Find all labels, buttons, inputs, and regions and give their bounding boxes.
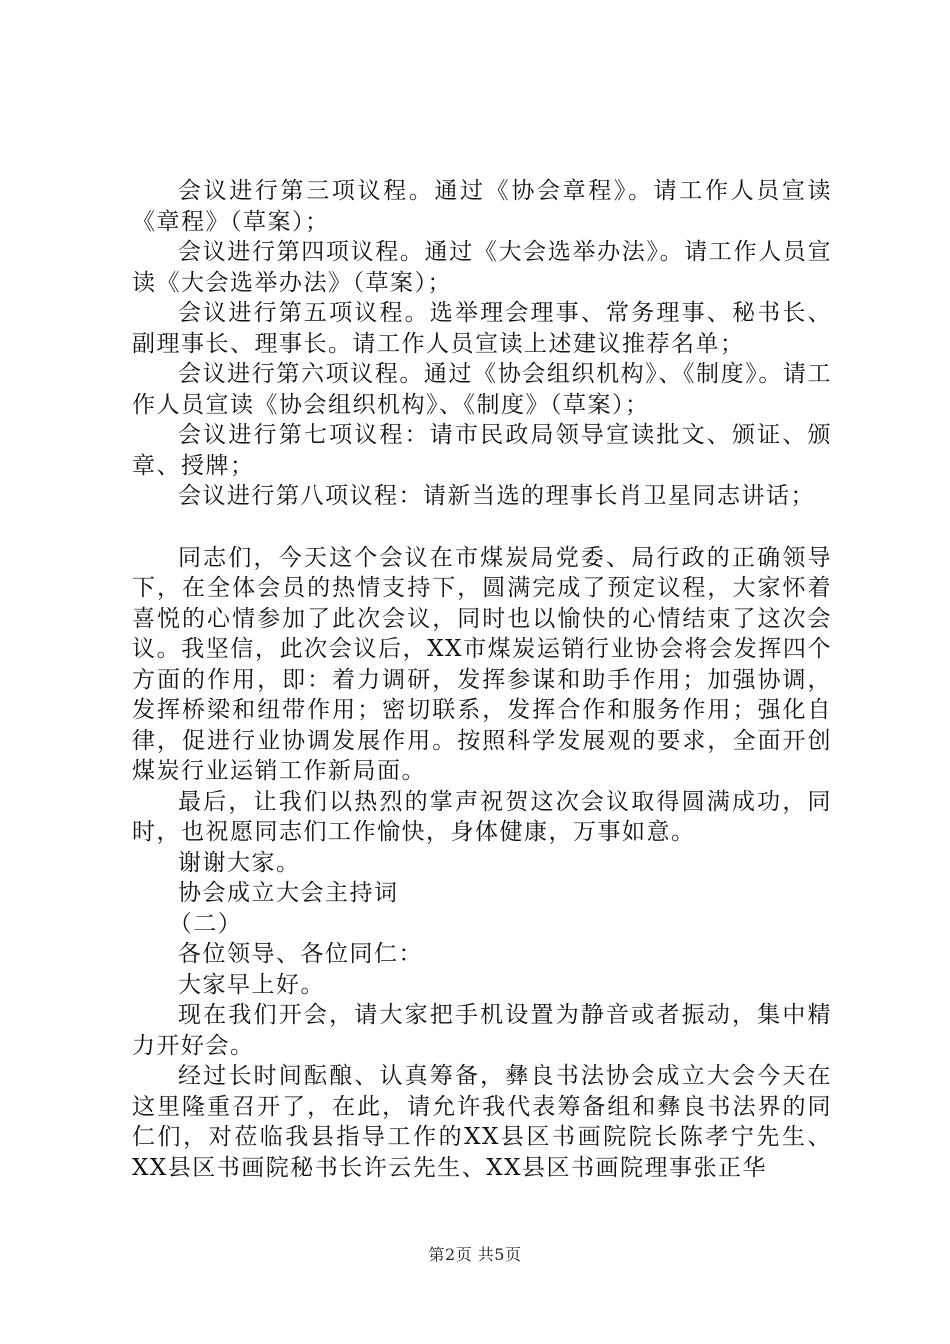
paragraph-agenda-4: 会议进行第四项议程。通过《大会选举办法》。请工作人员宣读《大会选举办法》（草案）； [132, 239, 832, 296]
section-number: （二） [168, 910, 243, 937]
paragraph-closing-wishes: 最后，让我们以热烈的掌声祝贺这次会议取得圆满成功，同时，也祝愿同志们工作愉快，身体健康，万事如意。 [132, 788, 832, 845]
paragraph-agenda-3: 会议进行第三项议程。通过《协会章程》。请工作人员宣读《章程》（草案）； [132, 178, 832, 235]
paragraph-thanks: 谢谢大家。 [178, 849, 301, 876]
paragraph-summary: 同志们，今天这个会议在市煤炭局党委、局行政的正确领导下，在全体会员的热情支持下，圆满完成了预定议程，大家怀着喜悦的心情参加了此次会议，同时也以愉快的心情结束了这次会议。我坚信，此次会议后，XX市煤炭运销行业协会将会发挥四个方面的作用，即：着力调研，发挥参谋和助手作用；加强协调，发挥桥梁和纽带作用；密切联系，发挥合作和服务作用；强化自律，促进行业协调发展作用。按照科学发展观的要求，全面开创煤炭行业运销工作新局面。 [132, 544, 832, 784]
document-body [132, 176, 832, 1183]
paragraph-salutation: 各位领导、各位同仁： [178, 941, 423, 967]
page-number-footer: 第2页 共5页 [428, 1245, 522, 1264]
paragraph-greeting: 大家早上好。 [178, 971, 325, 998]
paragraph-agenda-8: 会议进行第八项议程：请新当选的理事长肖卫星同志讲话； [178, 483, 815, 509]
paragraph-opening-remarks: 经过长时间酝酿、认真筹备，彝良书法协会成立大会今天在这里隆重召开了，在此，请允许我代表筹备组和彝良书法界的同仁们，对莅临我县指导工作的XX县区书画院院长陈孝宁先生、XX县区书画院秘书长许云先生、XX县区书画院理事张正华 [132, 1063, 832, 1181]
paragraph-agenda-6: 会议进行第六项议程。通过《协会组织机构》、《制度》。请工作人员宣读《协会组织机构》、《制度》（草案）； [132, 361, 832, 418]
paragraph-agenda-5: 会议进行第五项议程。选举理会理事、常务理事、秘书长、副理事长、理事长。请工作人员宣读上述建议推荐名单； [132, 300, 832, 357]
paragraph-agenda-7: 会议进行第七项议程：请市民政局领导宣读批文、颁证、颁章、授牌； [132, 422, 832, 479]
paragraph-phone-notice: 现在我们开会，请大家把手机设置为静音或者振动，集中精力开好会。 [132, 1002, 832, 1059]
section-title: 协会成立大会主持词 [178, 880, 399, 906]
